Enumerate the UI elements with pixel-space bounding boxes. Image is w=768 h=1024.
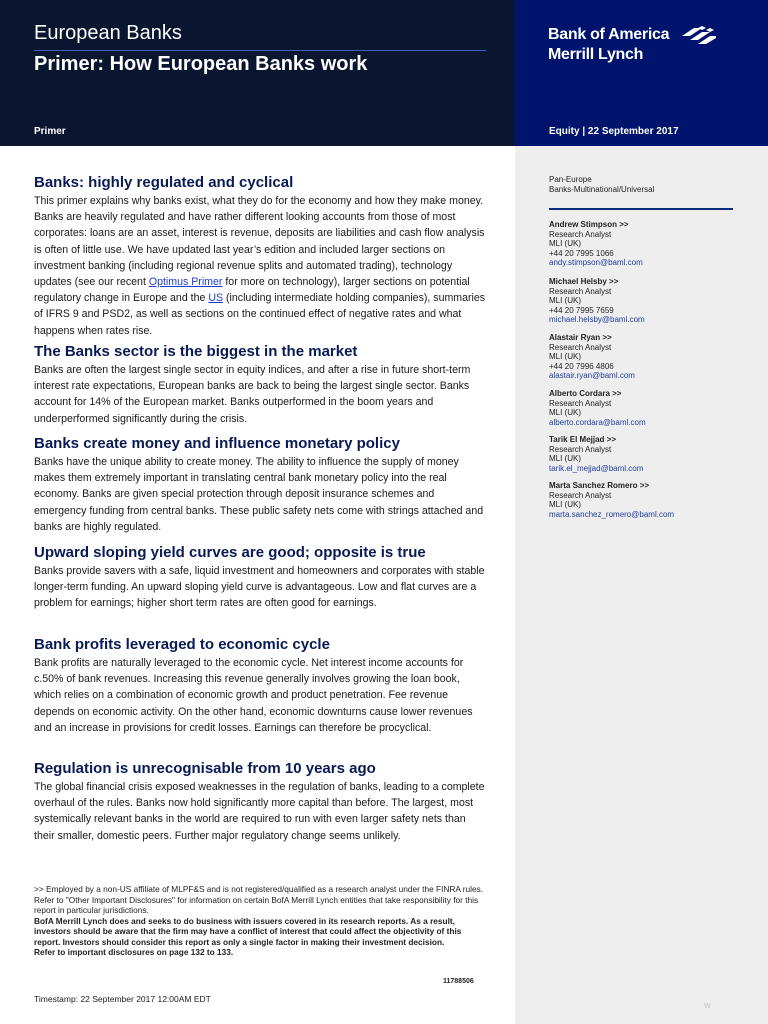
analyst-role: Research Analyst [549,342,612,352]
section [34,434,486,535]
section-body: Bank profits are naturally leveraged to the economic cycle. Net interest income accounts for c.50% of bank revenues. Increasing this revenue generally involves growing the loan book, which relies on a combination of economic growth and product penetration. Fee revenue depends on economic activity. On the other hand, economic downturns cause lower revenues and an increase in provisions for credit losses. Earnings can therefore be procyclical. [34,657,473,734]
disclosure-footnotes [34,884,484,958]
section-body: Banks provide savers with a safe, liquid investment and homeowners and corporates with stable longer-term funding. An upward sloping yield curve is advantageous. Low and flat curves are a problem for earnings; higher short term rates are often good for earnings. [34,565,485,610]
analyst-sidebar [515,146,768,1024]
body-text: This primer explains why banks exist, what they do for the economy and how they make money. Banks are heavily regulated and have rather different looking accounts from those of most corporates: loans are an asset, interest is revenue, deposits are liabilities and cash flow analysis is often of little use. We have updated last year’s edition and included larger sections on investment banking (including regional revenue splits and automated trading), technology updates (see our recent [34,195,485,289]
analyst-card [549,435,643,473]
analyst-entity: MLI (UK) [549,408,581,418]
analyst-role: Research Analyst [549,398,612,408]
analyst-name: Alberto Cordara >> [549,389,622,398]
analyst-entity: MLI (UK) [549,352,581,362]
analyst-name: Alastair Ryan >> [549,333,612,342]
disclosure-reference: Refer to important disclosures on page 132 to 133. [34,947,234,957]
section [34,635,486,736]
flag-icon [676,26,716,48]
section-body [34,193,486,339]
section [34,543,486,612]
analyst-role: Research Analyst [549,286,612,296]
analyst-phone: +44 20 7995 7659 [549,305,614,315]
analyst-phone: +44 20 7995 1066 [549,248,614,258]
company-logo [548,26,738,68]
analyst-entity: MLI (UK) [549,239,581,249]
analyst-name: Andrew Stimpson >> [549,220,629,229]
section-body: Banks are often the largest single sector in equity indices, and after a rise in future short-term interest rate expectations, European banks are back to being the largest single sector. Banks account for 14% of the European market. Banks outperformed in the boom years and underperformed significantly during the crisis. [34,364,471,425]
analyst-role: Research Analyst [549,229,612,239]
section-body: Banks have the unique ability to create money. The ability to influence the supply of money makes them extremely important in translating central bank monetary policy into the real economy. Banks are given special protection through deposit insurance schemes and emergency funding from central banks. These public safety nets come with strings attached and banks are highly regulated. [34,456,484,533]
timestamp: Timestamp: 22 September 2017 12:00AM EDT [34,994,211,1004]
analyst-email[interactable]: alberto.cordara@baml.com [549,417,646,427]
logo-line-2: Merrill Lynch [548,46,644,63]
section-heading: The Banks sector is the biggest in the market [34,343,358,360]
section [34,342,486,427]
analyst-role: Research Analyst [549,490,612,500]
analyst-card [549,389,646,427]
report-type: Primer [34,126,66,137]
analyst-entity: MLI (UK) [549,454,581,464]
logo-line-1: Bank of America [548,26,670,43]
analyst-card [549,481,674,519]
series-title: European Banks [34,22,182,44]
header-banner [0,0,515,146]
analyst-email[interactable]: marta.sanchez_romero@baml.com [549,509,675,519]
analyst-phone: +44 20 7996 4806 [549,361,614,371]
analyst-email[interactable]: michael.helsby@baml.com [549,315,645,325]
analyst-card [549,277,645,325]
analyst-email[interactable]: andy.stimpson@baml.com [549,258,643,268]
conflict-disclosure: BofA Merrill Lynch does and seeks to do business with issuers covered in its research reports. As a result, investors should be aware that the firm may have a conflict of interest that could affect the objectivity of this report. Investors should consider this report as only a single factor in making their investment decision. [34,915,462,947]
coverage-region [549,175,654,195]
footnote: >> Employed by a non-US affiliate of MLPF&S and is not registered/qualified as a research analyst under the FINRA rules. [34,884,484,894]
analyst-email[interactable]: alastair.ryan@baml.com [549,371,635,381]
section-heading: Banks: highly regulated and cyclical [34,174,294,191]
analyst-name: Tarik El Mejjad >> [549,435,616,444]
section-heading: Regulation is unrecognisable from 10 years ago [34,760,376,777]
header-divider [34,50,486,51]
section-heading: Upward sloping yield curves are good; opposite is true [34,544,426,561]
section [34,759,486,844]
analyst-card [549,220,643,268]
analyst-entity: MLI (UK) [549,500,581,510]
section-heading: Banks create money and influence monetary policy [34,435,400,452]
analyst-email[interactable]: tarik.el_mejjad@baml.com [549,463,644,473]
publication-info: Equity | 22 September 2017 [549,126,679,137]
section-heading: Bank profits leveraged to economic cycle [34,636,330,653]
analyst-name: Marta Sanchez Romero >> [549,481,650,490]
section-body: The global financial crisis exposed weaknesses in the regulation of banks, leading to a complete overhaul of the rules. Banks now hold significantly more capital than before. The largest, most systemically relevant banks in the world are required to run with even larger safety nets than their smaller, domestic peers. Further major regulatory change seems unlikely. [34,781,485,842]
analyst-card [549,333,635,381]
body-text: (including intermediate holding companies), summaries of IFRS 9 and PSD2, as well as sections on the continued effect of negative rates and what happens when rates rise. [34,292,486,337]
report-title: Primer: How European Banks work [34,53,368,75]
sidebar-divider [549,208,733,210]
corner-mark: W [704,1003,711,1010]
optimus-primer-link[interactable]: Optimus Primer [148,276,223,289]
footnote: Refer to "Other Important Disclosures" for information on certain BofA Merrill Lynch entities that take responsibility for this report in particular jurisdictions. [34,894,479,915]
brand-panel [515,0,768,146]
analyst-name: Michael Helsby >> [549,277,619,286]
analyst-role: Research Analyst [549,444,612,454]
body-text: for more on technology), larger sections on potential regulatory change in Europe and the [34,276,470,305]
coverage-line: Pan-Europe [549,175,592,184]
us-link[interactable]: US [208,292,224,305]
analyst-entity: MLI (UK) [549,296,581,306]
document-code: 11788506 [443,978,474,985]
coverage-line: Banks-Multinational/Universal [549,185,655,194]
section [34,173,486,339]
